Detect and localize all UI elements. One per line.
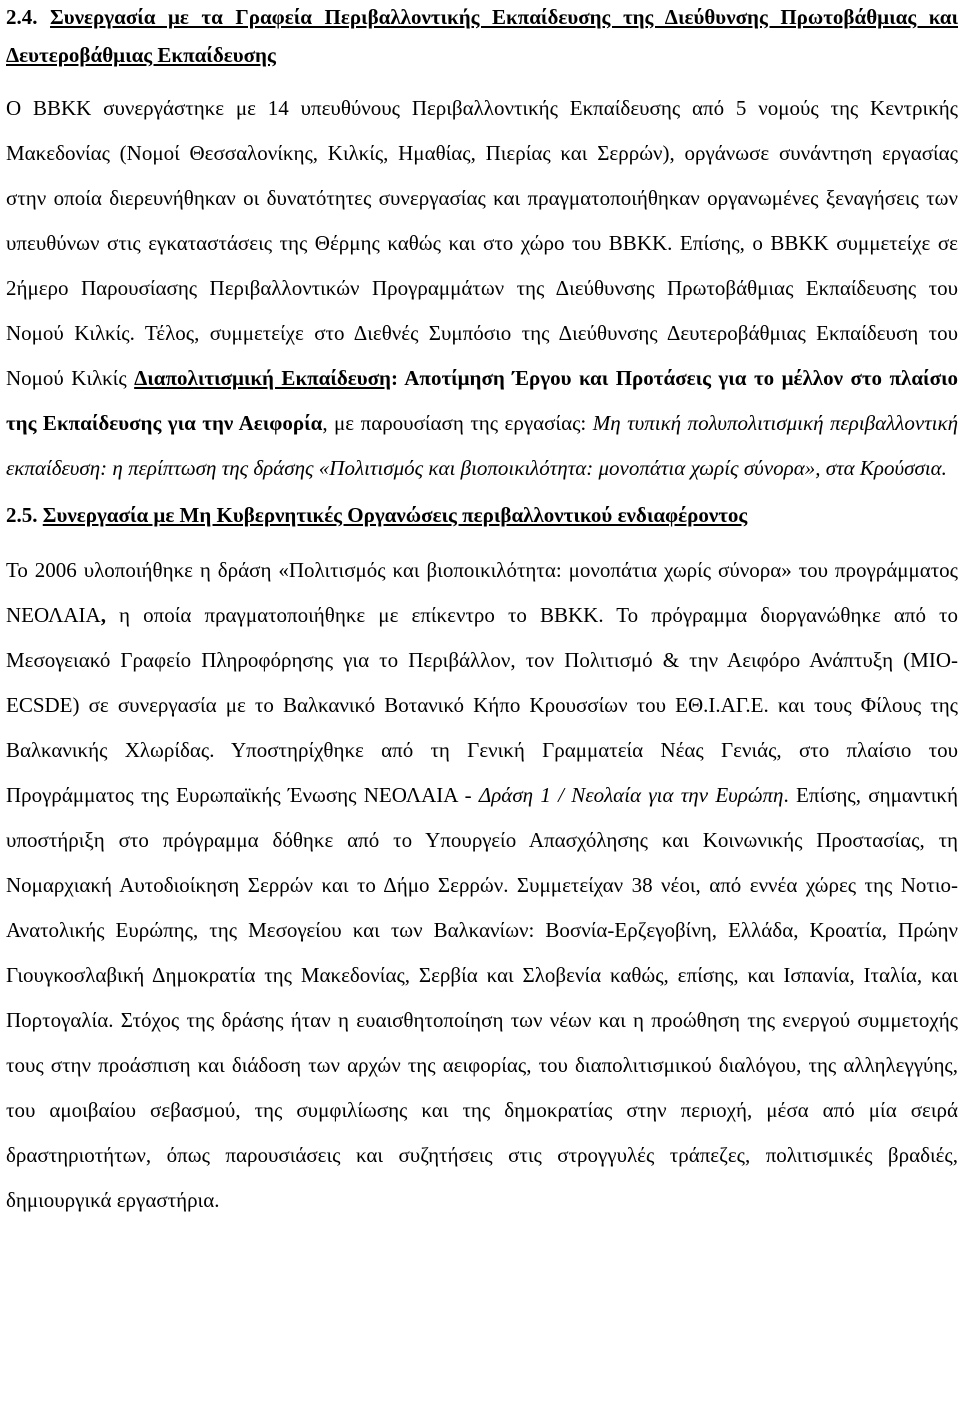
paragraph-text: , με παρουσίαση της εργασίας:: [322, 411, 593, 435]
section-number: 2.4.: [6, 5, 38, 29]
paragraph-text: η οποία πραγματοποιήθηκε με επίκεντρο το ΒΒΚΚ. Το πρόγραμμα διοργανώθηκε από το Μεσογειακό Γραφείο Πληροφόρησης για το Περιβάλλον, τον Πολιτισμό & την Αειφόρο Ανάπτυξη (ΜΙΟ-ECSDE) σε συνεργασία με το Βαλκανικό Βοτανικό Κήπο Κρουσσίων του ΕΘ.Ι.ΑΓ.Ε. και τους Φίλους της Βαλκανικής Χλωρίδας. Υποστηρίχθηκε από τη Γενική Γραμματεία Νέας Γενιάς, στο πλαίσιο του Προγράμματος της Ευρωπαϊκής Ένωσης ΝΕΟΛΑΙΑ -: [6, 603, 958, 807]
section-title: Συνεργασία με Μη Κυβερνητικές Οργανώσεις περιβαλλοντικού ενδιαφέροντος: [42, 503, 748, 527]
section-heading-2-5: [6, 493, 958, 537]
section-heading-2-4: [6, 0, 958, 74]
italic-program-name: Δράση 1 / Νεολαία για την Ευρώπη: [478, 783, 784, 807]
paragraph-text: Ο ΒΒΚΚ συνεργάστηκε με 14 υπευθύνους Περιβαλλοντικής Εκπαίδευσης από 5 νομούς της Κεντρικής Μακεδονίας (Νομοί Θεσσαλονίκης, Κιλκίς, Ημαθίας, Πιερίας και Σερρών), οργάνωσε συνάντηση εργασίας στην οποία διερευνήθηκαν οι δυνατότητες συνεργασίας και πραγματοποιήθηκαν οργανωμένες ξεναγήσεις των υπευθύνων στις εγκαταστάσεις της Θέρμης καθώς και στο χώρο του ΒΒΚΚ. Επίσης, ο ΒΒΚΚ συμμετείχε σε 2ήμερο Παρουσίασης Περιβαλλοντικών Προγραμμάτων της Διεύθυνσης Πρωτοβάθμιας Εκπαίδευσης του Νομού Κιλκίς. Τέλος, συμμετείχε στο Διεθνές Συμπόσιο της Διεύθυνσης Δευτεροβάθμιας Εκπαίδευση του Νομού Κιλκίς: [6, 96, 958, 390]
document-page: [6, 0, 958, 1223]
section-paragraph: [6, 86, 958, 491]
italic-title: Μη τυπική πολυπολιτισμική περιβαλλοντική εκπαίδευση: η περίπτωση της δράσης «Πολιτισμός και βιοποικιλότητα: μονοπάτια χωρίς σύνορα», στα Κρούσσια.: [6, 411, 959, 480]
section-title: Συνεργασία με τα Γραφεία Περιβαλλοντικής Εκπαίδευσης της Διεύθυνσης Πρωτοβάθμιας και Δευτεροβάθμιας Εκπαίδευσης: [6, 5, 958, 67]
bold-underlined-text: Διαπολιτισμική Εκπαίδευση: [134, 366, 391, 390]
section-paragraph: [6, 548, 958, 1223]
paragraph-text: . Επίσης, σημαντική υποστήριξη στο πρόγραμμα δόθηκε από το Υπουργείο Απασχόλησης και Κοινωνικής Προστασίας, τη Νομαρχιακή Αυτοδιοίκηση Σερρών και το Δήμο Σερρών. Συμμετείχαν 38 νέοι, από εννέα χώρες της Νοτιο-Ανατολικής Ευρώπης, της Μεσογείου και των Βαλκανίων: Βοσνία-Ερζεγοβίνη, Ελλάδα, Κροατία, Πρώην Γιουγκοσλαβική Δημοκρατία της Μακεδονίας, Σερβία και Σλοβενία καθώς, επίσης, και Ισπανία, Ιταλία, και Πορτογαλία. Στόχος της δράσης ήταν η ευαισθητοποίηση των νέων και η προώθηση της ενεργού συμμετοχής τους στην προάσπιση και διάδοση των αρχών της αειφορίας, του διαπολιτισμικού διαλόγου, της αλληλεγγύης, του αμοιβαίου σεβασμού, της συμφιλίωσης και της δημοκρατίας στην περιοχή, μέσα από μία σειρά δραστηριοτήτων, όπως παρουσιάσεις και συζητήσεις στις στρογγυλές τράπεζες, πολιτισμικές βραδιές, δημιουργικά εργαστήρια.: [6, 783, 958, 1212]
section-number: 2.5.: [6, 503, 38, 527]
bold-text-rest: : Αποτίμηση Έργου και Προτάσεις για το μέλλον στο πλαίσιο της Εκπαίδευσης για την Αειφορία: [6, 366, 958, 435]
bold-comma: ,: [100, 603, 106, 627]
paragraph-text: Το 2006 υλοποιήθηκε η δράση «Πολιτισμός και βιοποικιλότητα: μονοπάτια χωρίς σύνορα» του προγράμματος ΝΕΟΛΑΙΑ: [6, 558, 958, 627]
